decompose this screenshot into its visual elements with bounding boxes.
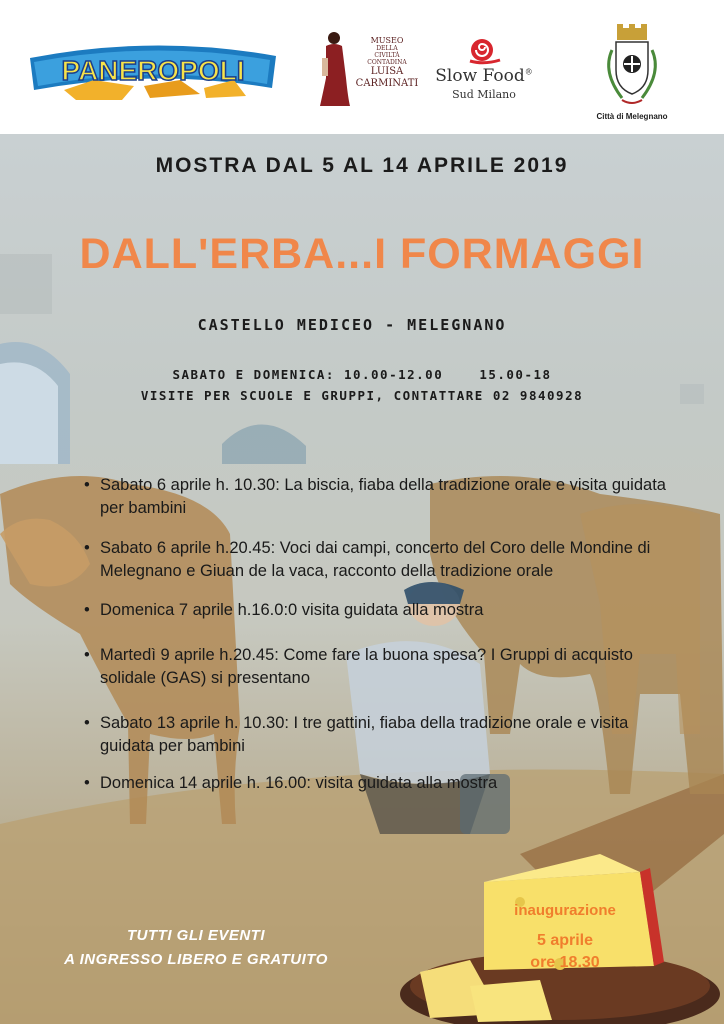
hours-line-2: VISITE PER SCUOLE E GRUPPI, CONTATTARE 02 9840928 bbox=[140, 388, 584, 403]
inauguration-date: 5 aprile bbox=[536, 932, 594, 949]
exhibition-title: DALL'ERBA...I FORMAGGI bbox=[79, 230, 645, 278]
crest-icon bbox=[592, 22, 672, 110]
citta-label: Città di Melegnano bbox=[596, 112, 668, 121]
slowfood-sub: Sud Milano bbox=[452, 88, 516, 101]
paneropoli-logo bbox=[24, 38, 282, 104]
museo-line5: LUISA bbox=[370, 66, 404, 77]
event-item: • Domenica 14 aprile h. 16.00: visita guidata alla mostra bbox=[78, 772, 678, 795]
snail-icon bbox=[466, 36, 502, 66]
opening-hours bbox=[0, 364, 724, 406]
event-list bbox=[78, 474, 678, 795]
logo-header bbox=[0, 0, 724, 134]
event-item: • Sabato 6 aprile h. 10.30: La biscia, fiaba della tradizione orale e visita guidata per bambini bbox=[78, 474, 678, 520]
event-item: • Domenica 7 aprile h.16.0:0 visita guidata alla mostra bbox=[78, 599, 678, 622]
event-item: • Martedì 9 aprile h.20.45: Come fare la buona spesa? I Gruppi di acquisto solidale (GAS) si presentano bbox=[78, 644, 678, 690]
free-line-1: TUTTI GLI EVENTI bbox=[127, 927, 265, 944]
inauguration-label bbox=[492, 900, 638, 974]
free-line-2: A INGRESSO LIBERO E GRATUITO bbox=[64, 951, 328, 968]
museo-line1: MUSEO bbox=[370, 36, 404, 45]
exhibition-location: CASTELLO MEDICEO - MELEGNANO bbox=[197, 316, 507, 334]
museo-line4: CONTADINA bbox=[367, 59, 407, 66]
museo-line6: CARMINATI bbox=[355, 78, 419, 89]
slowfood-registered-mark: ® bbox=[524, 67, 533, 77]
paneropoli-text: PANEROPOLI bbox=[61, 55, 245, 86]
inauguration-time: ore 18.30 bbox=[530, 954, 600, 971]
museo-logo-text bbox=[352, 36, 422, 90]
exhibition-dates: MOSTRA DAL 5 AL 14 APRILE 2019 bbox=[155, 154, 569, 177]
slowfood-name: Slow Food bbox=[435, 66, 525, 86]
inauguration-title: inaugurazione bbox=[514, 902, 616, 919]
free-entry-note bbox=[36, 924, 356, 972]
museo-line2: DELLA bbox=[376, 45, 398, 52]
event-item: • Sabato 13 aprile h. 10.30: I tre gattini, fiaba della tradizione orale e visita guidata per bambini bbox=[78, 712, 678, 758]
event-item: • Sabato 6 aprile h.20.45: Voci dai campi, concerto del Coro delle Mondine di Melegnano e Giuan de la vaca, racconto della tradizione orale bbox=[78, 537, 678, 583]
hours-line-1: SABATO E DOMENICA: 10.00-12.00 15.00-18 bbox=[172, 367, 552, 382]
slowfood-logo bbox=[424, 36, 544, 110]
melegnano-crest bbox=[592, 22, 672, 122]
museo-line3: CIVILTÀ bbox=[374, 52, 400, 59]
